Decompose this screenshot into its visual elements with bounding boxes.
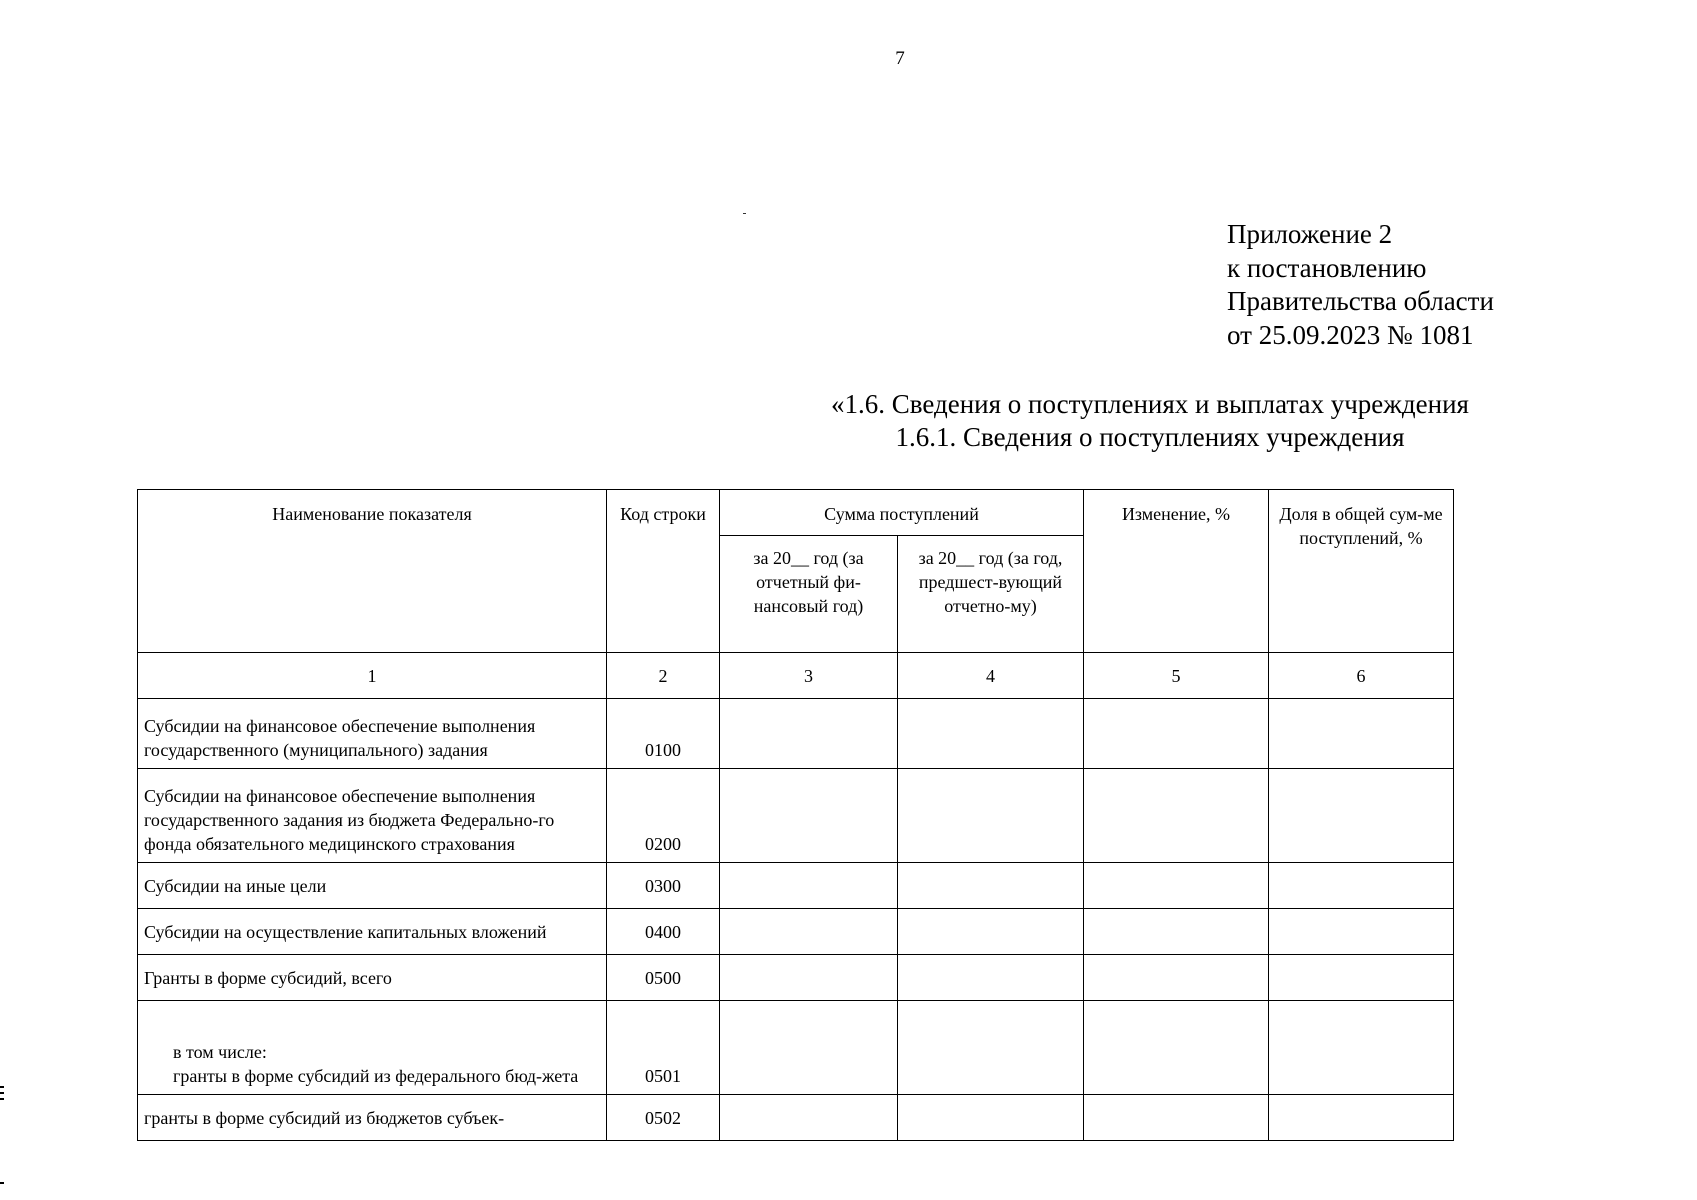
cell-sum-previous — [898, 699, 1084, 769]
cell-change — [1084, 863, 1269, 909]
column-number: 4 — [898, 653, 1084, 699]
cell-share — [1269, 1001, 1454, 1095]
scan-edge-mark — [0, 1086, 4, 1088]
header-indicator-name: Наименование показателя — [138, 490, 607, 653]
row-name: гранты в форме субсидий из бюджетов субъек- — [138, 1095, 607, 1141]
cell-share — [1269, 1095, 1454, 1141]
row-code: 0300 — [607, 863, 720, 909]
header-receipts-sum: Сумма поступлений — [720, 490, 1084, 536]
row-name: Субсидии на финансовое обеспечение выполнения государственного задания из бюджета Федерально-го фонда обязательного медицинского страхования — [138, 769, 607, 863]
cell-sum-reporting — [720, 699, 898, 769]
row-name: Гранты в форме субсидий, всего — [138, 955, 607, 1001]
row-code: 0500 — [607, 955, 720, 1001]
cell-sum-previous — [898, 769, 1084, 863]
column-number: 6 — [1269, 653, 1454, 699]
column-number: 2 — [607, 653, 720, 699]
appendix-line: к постановлению — [1227, 252, 1427, 283]
table-row — [138, 955, 1454, 1001]
row-name-prefix: в том числе: — [173, 1042, 267, 1062]
row-name: Субсидии на осуществление капитальных вложений — [138, 909, 607, 955]
row-code: 0501 — [607, 1001, 720, 1095]
subsection-title-line: 1.6.1. Сведения о поступлениях учреждения — [895, 422, 1405, 452]
cell-share — [1269, 909, 1454, 955]
cell-sum-previous — [898, 1001, 1084, 1095]
cell-change — [1084, 955, 1269, 1001]
table-row — [138, 1095, 1454, 1141]
cell-sum-reporting — [720, 769, 898, 863]
cell-sum-previous — [898, 863, 1084, 909]
row-code: 0200 — [607, 769, 720, 863]
table-row — [138, 863, 1454, 909]
cell-change — [1084, 909, 1269, 955]
cell-sum-reporting — [720, 863, 898, 909]
row-name: Субсидии на иные цели — [138, 863, 607, 909]
cell-sum-reporting — [720, 1095, 898, 1141]
cell-change — [1084, 1001, 1269, 1095]
header-share-percent: Доля в общей сум-ме поступлений, % — [1269, 490, 1454, 653]
row-name: Субсидии на финансовое обеспечение выполнения государственного (муниципального) задания — [138, 699, 607, 769]
scan-edge-mark — [0, 1098, 4, 1100]
appendix-line: Правительства области — [1227, 286, 1494, 316]
scan-edge-mark — [0, 1182, 4, 1184]
cell-sum-reporting — [720, 955, 898, 1001]
page-number: 7 — [895, 48, 905, 69]
cell-sum-reporting — [720, 909, 898, 955]
header-row-code: Код строки — [607, 490, 720, 653]
row-name-text: гранты в форме субсидий из федерального бюд-жета — [173, 1066, 579, 1086]
cell-sum-previous — [898, 1095, 1084, 1141]
row-code: 0502 — [607, 1095, 720, 1141]
table-row — [138, 769, 1454, 863]
cell-sum-previous — [898, 955, 1084, 1001]
cell-share — [1269, 955, 1454, 1001]
cell-change — [1084, 1095, 1269, 1141]
scan-speck — [743, 213, 746, 214]
section-title — [400, 388, 1697, 454]
column-number: 1 — [138, 653, 607, 699]
cell-sum-previous — [898, 909, 1084, 955]
row-code: 0400 — [607, 909, 720, 955]
cell-change — [1084, 769, 1269, 863]
appendix-line: Приложение 2 — [1227, 219, 1393, 249]
appendix-block — [1227, 218, 1494, 352]
scan-edge-mark — [0, 1092, 4, 1094]
column-number: 3 — [720, 653, 898, 699]
table-row — [138, 699, 1454, 769]
header-change-percent: Изменение, % — [1084, 490, 1269, 653]
header-sum-reporting-year: за 20__ год (за отчетный фи-нансовый год) — [720, 536, 898, 653]
row-name — [138, 1001, 607, 1095]
appendix-line: от 25.09.2023 № 1081 — [1227, 319, 1474, 350]
table-row — [138, 1001, 1454, 1095]
row-code: 0100 — [607, 699, 720, 769]
cell-share — [1269, 769, 1454, 863]
section-title-line: «1.6. Сведения о поступлениях и выплатах учреждения — [831, 389, 1469, 419]
cell-share — [1269, 863, 1454, 909]
receipts-table — [137, 489, 1454, 1141]
cell-change — [1084, 699, 1269, 769]
cell-sum-reporting — [720, 1001, 898, 1095]
cell-share — [1269, 699, 1454, 769]
column-number: 5 — [1084, 653, 1269, 699]
table-row — [138, 909, 1454, 955]
header-sum-previous-year: за 20__ год (за год, предшест-вующий отчетно-му) — [898, 536, 1084, 653]
